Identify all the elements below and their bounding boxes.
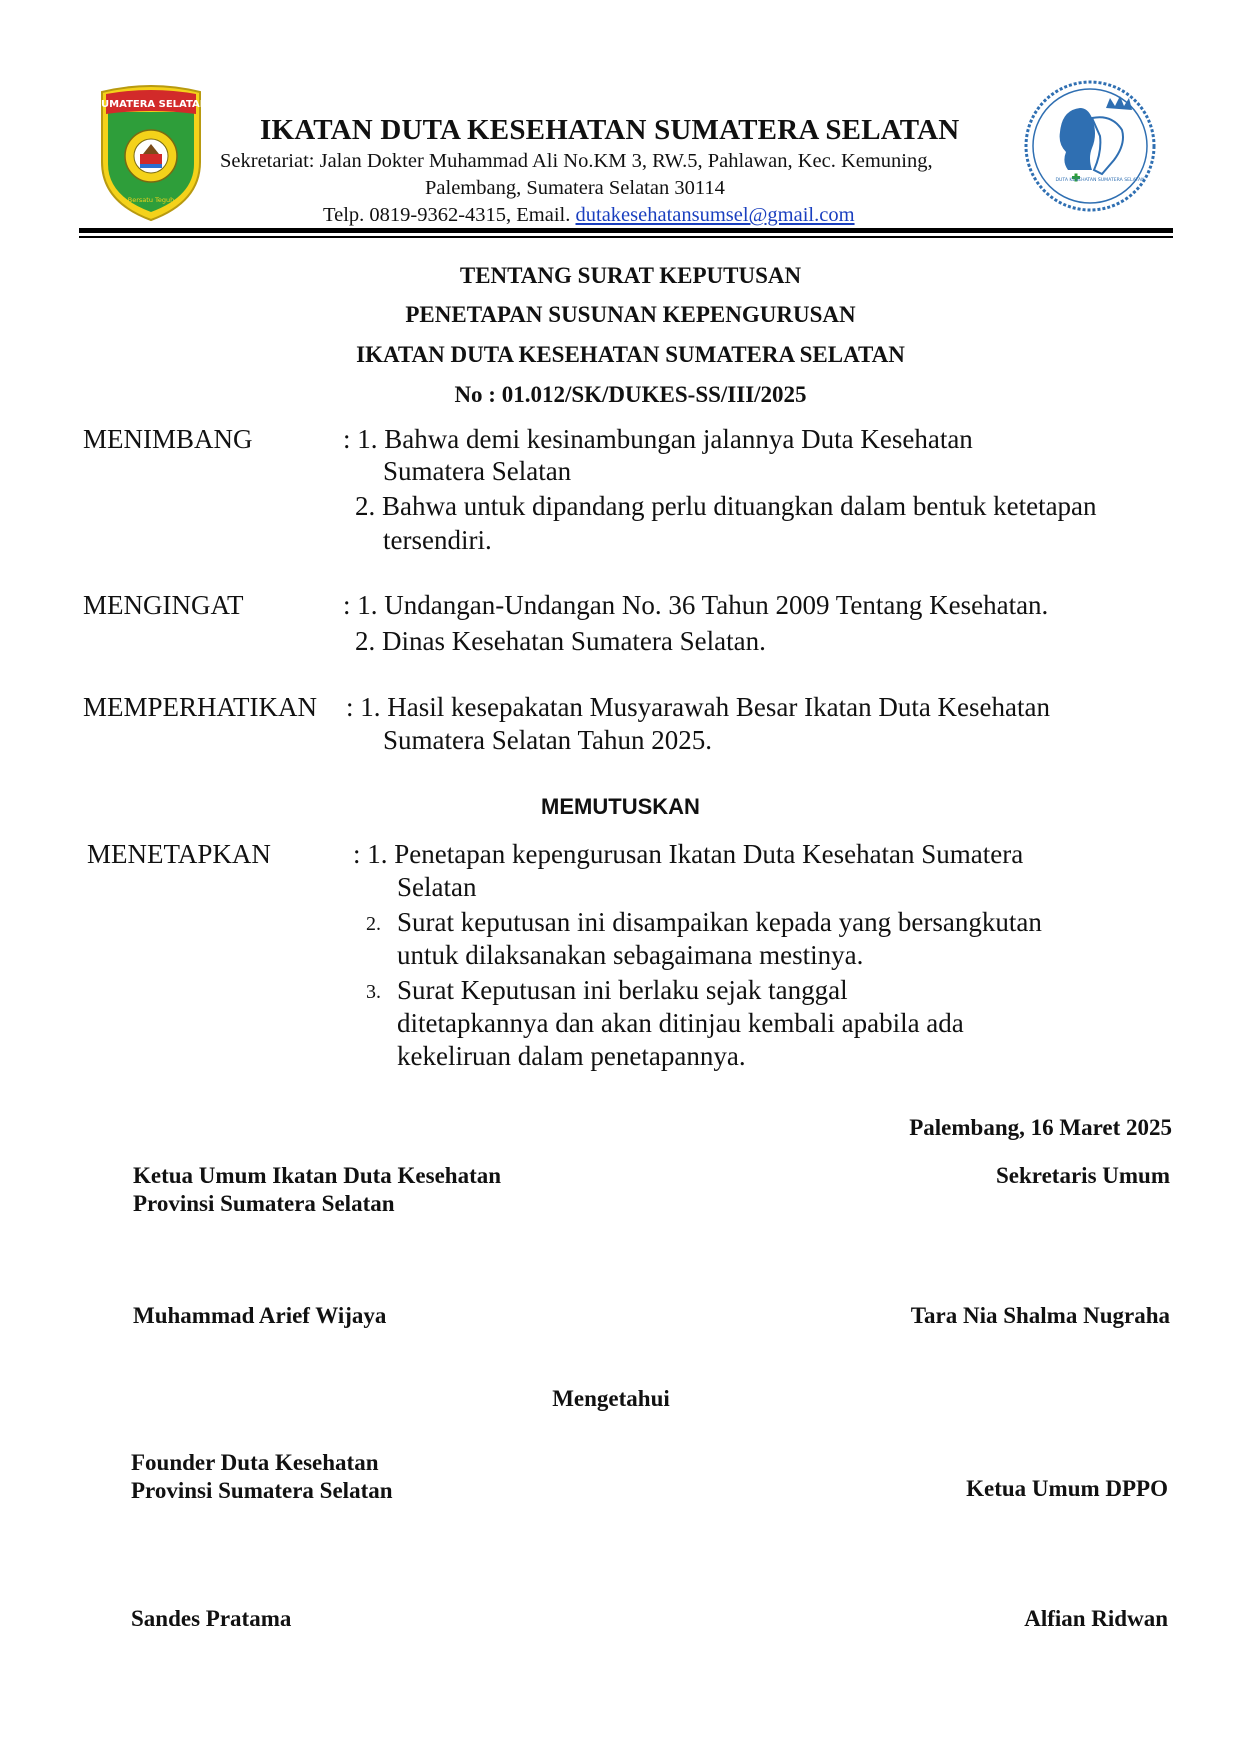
founder-title-line-1: Founder Duta Kesehatan: [131, 1450, 379, 1475]
memutuskan-heading: MEMUTUSKAN: [541, 794, 700, 819]
menetapkan-item-3-number: 3.: [366, 981, 381, 1003]
menetapkan-item-2-number: 2.: [366, 913, 381, 935]
left-logo-motto: Bersatu Teguh: [127, 196, 175, 204]
founder-title-line-2: Provinsi Sumatera Selatan: [131, 1478, 393, 1503]
menimbang-item-2b: tersendiri.: [383, 525, 492, 555]
menimbang-item-1b: Sumatera Selatan: [383, 456, 572, 486]
menetapkan-item-1a: : 1. Penetapan kepengurusan Ikatan Duta Kesehatan Sumatera: [353, 839, 1024, 869]
menetapkan-item-1b: Selatan: [397, 872, 477, 902]
menetapkan-item-2b: untuk dilaksanakan sebagaimana mestinya.: [397, 940, 864, 970]
address-line-1: Sekretariat: Jalan Dokter Muhammad Ali No.KM 3, RW.5, Pahlawan, Kec. Kemuning,: [220, 150, 933, 172]
mengingat-item-2: 2. Dinas Kesehatan Sumatera Selatan.: [355, 626, 766, 656]
menetapkan-item-3b: ditetapkannya dan akan ditinjau kembali apabila ada: [397, 1008, 964, 1038]
chair-name: Muhammad Arief Wijaya: [133, 1303, 387, 1328]
letterhead-rule-thick: [79, 228, 1173, 233]
contact-line: [323, 204, 855, 227]
chair-title-line-1: Ketua Umum Ikatan Duta Kesehatan: [133, 1163, 502, 1188]
memperhatikan-item-1b: Sumatera Selatan Tahun 2025.: [383, 725, 713, 755]
chair-title-line-2: Provinsi Sumatera Selatan: [133, 1191, 395, 1216]
email-link[interactable]: dutakesehatansumsel@gmail.com: [575, 204, 855, 226]
acknowledged-heading: Mengetahui: [552, 1386, 670, 1411]
menimbang-label: MENIMBANG: [83, 424, 253, 454]
title-line-2: PENETAPAN SUSUNAN KEPENGURUSAN: [405, 302, 856, 327]
right-logo-text: DUTA KESEHATAN SUMATERA SELATAN: [1055, 178, 1145, 183]
secretary-name: Tara Nia Shalma Nugraha: [910, 1303, 1170, 1328]
dppo-title: Ketua Umum DPPO: [966, 1476, 1168, 1501]
memperhatikan-label: MEMPERHATIKAN: [83, 692, 318, 722]
decree-number: No : 01.012/SK/DUKES-SS/III/2025: [454, 382, 807, 407]
letterhead-rule-thin: [79, 236, 1173, 238]
title-line-3: IKATAN DUTA KESEHATAN SUMATERA SELATAN: [356, 342, 905, 367]
menimbang-item-2a: 2. Bahwa untuk dipandang perlu dituangkan dalam bentuk ketetapan: [355, 491, 1097, 521]
secretary-title: Sekretaris Umum: [996, 1163, 1170, 1188]
menetapkan-item-3a: Surat Keputusan ini berlaku sejak tanggal: [397, 975, 848, 1005]
address-line-2: Palembang, Sumatera Selatan 30114: [425, 177, 725, 199]
title-line-1: TENTANG SURAT KEPUTUSAN: [459, 263, 802, 288]
menetapkan-item-2a: Surat keputusan ini disampaikan kepada yang bersangkutan: [397, 907, 1042, 937]
memperhatikan-item-1a: : 1. Hasil kesepakatan Musyarawah Besar Ikatan Duta Kesehatan: [346, 692, 1050, 722]
place-date: Palembang, 16 Maret 2025: [909, 1115, 1172, 1140]
menimbang-item-1a: : 1. Bahwa demi kesinambungan jalannya Duta Kesehatan: [343, 424, 973, 454]
contact-phone: Telp. 0819-9362-4315, Email.: [323, 204, 576, 226]
organization-name: IKATAN DUTA KESEHATAN SUMATERA SELATAN: [260, 114, 960, 146]
dppo-name: Alfian Ridwan: [1024, 1606, 1168, 1631]
menetapkan-label: MENETAPKAN: [87, 839, 271, 869]
menetapkan-item-3c: kekeliruan dalam penetapannya.: [397, 1041, 746, 1071]
mengingat-item-1: : 1. Undangan-Undangan No. 36 Tahun 2009 Tentang Kesehatan.: [343, 590, 1049, 620]
founder-name: Sandes Pratama: [131, 1606, 292, 1631]
provincial-emblem-logo: [96, 84, 206, 224]
duta-kesehatan-logo: [1022, 78, 1158, 214]
mengingat-label: MENGINGAT: [83, 590, 244, 620]
left-logo-text: SUMATERA SELATAN: [96, 99, 206, 110]
